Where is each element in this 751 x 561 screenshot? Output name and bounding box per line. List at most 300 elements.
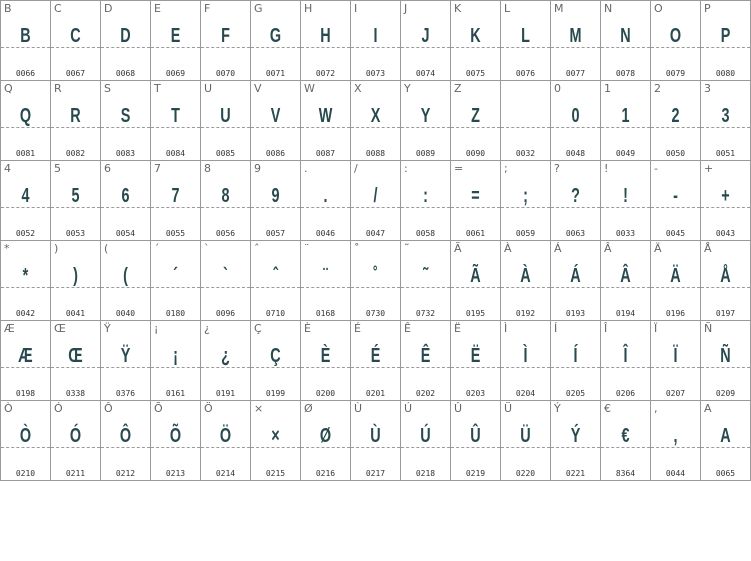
glyph-cell-0195[interactable] <box>451 241 501 321</box>
glyph-cell-0085[interactable] <box>201 81 251 161</box>
baseline-divider <box>701 367 750 368</box>
glyph-cell-0045[interactable] <box>651 161 701 241</box>
glyph-cell-0090[interactable] <box>451 81 501 161</box>
baseline-divider <box>651 127 700 128</box>
baseline-divider <box>601 447 650 448</box>
glyph-cell-0080[interactable] <box>701 1 751 81</box>
glyph-cell-0196[interactable] <box>651 241 701 321</box>
glyph-cell-label: Œ <box>54 322 66 335</box>
glyph-cell-0056[interactable] <box>201 161 251 241</box>
baseline-divider <box>301 367 350 368</box>
glyph-sample: J <box>421 25 430 47</box>
glyph-code: 0217 <box>365 469 386 478</box>
baseline-divider <box>151 287 200 288</box>
glyph-sample: € <box>621 425 630 447</box>
baseline-divider <box>101 47 150 48</box>
baseline-divider <box>501 287 550 288</box>
glyph-cell-0197[interactable] <box>701 241 751 321</box>
glyph-cell-0040[interactable] <box>101 241 151 321</box>
glyph-cell-label: X <box>354 82 362 95</box>
glyph-cell-label: 0 <box>554 82 561 95</box>
baseline-divider <box>251 207 300 208</box>
glyph-code: 0206 <box>615 389 636 398</box>
glyph-code: 0045 <box>665 229 686 238</box>
glyph-sample: T <box>171 105 180 127</box>
glyph-cell-label: 9 <box>254 162 261 175</box>
glyph-cell-0067[interactable] <box>51 1 101 81</box>
glyph-code: 0047 <box>365 229 386 238</box>
glyph-code: 0216 <box>315 469 336 478</box>
glyph-cell-0046[interactable] <box>301 161 351 241</box>
glyph-sample: È <box>320 345 331 367</box>
glyph-cell-0074[interactable] <box>401 1 451 81</box>
glyph-code: 0067 <box>65 69 86 78</box>
glyph-cell-label: Â <box>604 242 612 255</box>
glyph-cell-label: V <box>254 82 262 95</box>
baseline-divider <box>651 207 700 208</box>
glyph-sample: 6 <box>121 185 130 207</box>
baseline-divider <box>301 207 350 208</box>
baseline-divider <box>201 47 250 48</box>
glyph-cell-label: Æ <box>4 322 15 335</box>
glyph-sample: Ø <box>319 425 332 447</box>
glyph-cell-0042[interactable] <box>1 241 51 321</box>
glyph-cell-0071[interactable] <box>251 1 301 81</box>
glyph-code: 0049 <box>615 149 636 158</box>
glyph-sample: + <box>721 185 730 207</box>
glyph-cell-label: Á <box>554 242 562 255</box>
baseline-divider <box>101 127 150 128</box>
baseline-divider <box>601 47 650 48</box>
baseline-divider <box>151 447 200 448</box>
glyph-cell-0054[interactable] <box>101 161 151 241</box>
glyph-code: 0041 <box>65 309 86 318</box>
glyph-cell-label: W <box>304 82 315 95</box>
glyph-code: 0078 <box>615 69 636 78</box>
glyph-sample: . <box>323 185 328 207</box>
glyph-cell-label: + <box>704 162 714 175</box>
glyph-cell-label: . <box>304 162 308 175</box>
glyph-cell-0047[interactable] <box>351 161 401 241</box>
glyph-cell-label: ? <box>554 162 560 175</box>
glyph-cell-label: È <box>304 322 311 335</box>
glyph-sample: Œ <box>68 345 83 367</box>
baseline-divider <box>551 287 600 288</box>
baseline-divider <box>351 367 400 368</box>
glyph-cell-label: ` <box>204 242 210 255</box>
baseline-divider <box>201 127 250 128</box>
glyph-cell-0086[interactable] <box>251 81 301 161</box>
glyph-cell-label: 7 <box>154 162 161 175</box>
glyph-cell-0376[interactable] <box>101 321 151 401</box>
glyph-code: 0056 <box>215 229 236 238</box>
glyph-code: 8364 <box>615 469 636 478</box>
glyph-cell-0082[interactable] <box>51 81 101 161</box>
glyph-cell-0212[interactable] <box>101 401 151 481</box>
glyph-cell-label: Ñ <box>704 322 713 335</box>
baseline-divider <box>101 287 150 288</box>
glyph-cell-0198[interactable] <box>1 321 51 401</box>
glyph-sample: : <box>423 185 428 207</box>
glyph-cell-label: E <box>154 2 161 15</box>
glyph-code: 0214 <box>215 469 236 478</box>
glyph-sample: Û <box>470 425 481 447</box>
glyph-cell-0081[interactable] <box>1 81 51 161</box>
glyph-cell-0078[interactable] <box>601 1 651 81</box>
glyph-cell-0084[interactable] <box>151 81 201 161</box>
glyph-sample: X <box>370 105 381 127</box>
glyph-cell-label: Ö <box>204 402 213 415</box>
glyph-code: 0338 <box>65 389 86 398</box>
glyph-cell-label: ! <box>604 162 609 175</box>
glyph-cell-label: Õ <box>154 402 163 415</box>
glyph-cell-0053[interactable] <box>51 161 101 241</box>
glyph-cell-0219[interactable] <box>451 401 501 481</box>
glyph-cell-0732[interactable] <box>401 241 451 321</box>
glyph-cell-0055[interactable] <box>151 161 201 241</box>
glyph-code: 0072 <box>315 69 336 78</box>
glyph-sample: M <box>569 25 582 47</box>
glyph-cell-label: P <box>704 2 711 15</box>
glyph-code: 0213 <box>165 469 186 478</box>
glyph-cell-label: À <box>504 242 512 255</box>
glyph-cell-0217[interactable] <box>351 401 401 481</box>
glyph-code: 0069 <box>165 69 186 78</box>
glyph-code: 0077 <box>565 69 586 78</box>
glyph-cell-0191[interactable] <box>201 321 251 401</box>
glyph-sample: 8 <box>221 185 230 207</box>
glyph-cell-0061[interactable] <box>451 161 501 241</box>
glyph-cell-label: 4 <box>4 162 11 175</box>
glyph-code: 0215 <box>265 469 286 478</box>
glyph-cell-8364[interactable] <box>601 401 651 481</box>
glyph-cell-0057[interactable] <box>251 161 301 241</box>
glyph-cell-0075[interactable] <box>451 1 501 81</box>
glyph-sample: Ü <box>520 425 531 447</box>
glyph-cell-0204[interactable] <box>501 321 551 401</box>
glyph-cell-label: Y <box>404 82 411 95</box>
baseline-divider <box>401 287 450 288</box>
baseline-divider <box>101 367 150 368</box>
glyph-sample: I <box>373 25 378 47</box>
glyph-sample: Ò <box>19 425 32 447</box>
baseline-divider <box>51 367 100 368</box>
glyph-cell-label: D <box>104 2 113 15</box>
glyph-code: 0040 <box>115 309 136 318</box>
glyph-cell-0041[interactable] <box>51 241 101 321</box>
glyph-cell-0168[interactable] <box>301 241 351 321</box>
baseline-divider <box>601 287 650 288</box>
glyph-sample: * <box>22 265 29 287</box>
baseline-divider <box>651 287 700 288</box>
baseline-divider <box>601 127 650 128</box>
baseline-divider <box>1 207 50 208</box>
baseline-divider <box>501 127 550 128</box>
glyph-code: 0051 <box>715 149 736 158</box>
glyph-cell-0077[interactable] <box>551 1 601 81</box>
glyph-code: 0209 <box>715 389 736 398</box>
glyph-cell-0206[interactable] <box>601 321 651 401</box>
glyph-cell-0089[interactable] <box>401 81 451 161</box>
glyph-sample: G <box>269 25 282 47</box>
glyph-sample: / <box>373 185 378 207</box>
baseline-divider <box>551 127 600 128</box>
glyph-sample: ¨ <box>323 265 328 287</box>
glyph-sample: 3 <box>721 105 730 127</box>
glyph-cell-0058[interactable] <box>401 161 451 241</box>
glyph-sample: Ï <box>673 345 678 367</box>
glyph-sample: ´ <box>173 265 178 287</box>
glyph-cell-0202[interactable] <box>401 321 451 401</box>
glyph-cell-label: Ù <box>354 402 363 415</box>
glyph-code: 0090 <box>465 149 486 158</box>
baseline-divider <box>701 47 750 48</box>
glyph-cell-label: ( <box>104 242 109 255</box>
glyph-cell-0065[interactable] <box>701 401 751 481</box>
glyph-code: 0070 <box>215 69 236 78</box>
glyph-cell-0213[interactable] <box>151 401 201 481</box>
glyph-code: 0203 <box>465 389 486 398</box>
baseline-divider <box>1 47 50 48</box>
glyph-sample: H <box>320 25 331 47</box>
glyph-sample: V <box>270 105 281 127</box>
baseline-divider <box>101 207 150 208</box>
glyph-cell-label: F <box>204 2 211 15</box>
glyph-cell-label: G <box>254 2 263 15</box>
glyph-cell-label: Í <box>554 322 558 335</box>
baseline-divider <box>51 207 100 208</box>
glyph-cell-0051[interactable] <box>701 81 751 161</box>
glyph-cell-0215[interactable] <box>251 401 301 481</box>
baseline-divider <box>701 207 750 208</box>
baseline-divider <box>1 367 50 368</box>
glyph-code: 0033 <box>615 229 636 238</box>
glyph-sample: A <box>720 425 731 447</box>
glyph-cell-0044[interactable] <box>651 401 701 481</box>
baseline-divider <box>201 367 250 368</box>
glyph-sample: É <box>370 345 381 367</box>
glyph-cell-0087[interactable] <box>301 81 351 161</box>
baseline-divider <box>501 367 550 368</box>
glyph-cell-0032[interactable] <box>501 81 551 161</box>
glyph-cell-label: Ý <box>554 402 561 415</box>
baseline-divider <box>301 287 350 288</box>
glyph-cell-0201[interactable] <box>351 321 401 401</box>
glyph-sample: R <box>70 105 81 127</box>
glyph-cell-label: L <box>504 2 511 15</box>
glyph-cell-0221[interactable] <box>551 401 601 481</box>
glyph-cell-0043[interactable] <box>701 161 751 241</box>
glyph-cell-label: , <box>654 402 658 415</box>
glyph-sample: 9 <box>271 185 280 207</box>
glyph-cell-0059[interactable] <box>501 161 551 241</box>
glyph-sample: Ê <box>420 345 431 367</box>
baseline-divider <box>251 447 300 448</box>
glyph-cell-0200[interactable] <box>301 321 351 401</box>
glyph-code: 0076 <box>515 69 536 78</box>
baseline-divider <box>351 127 400 128</box>
glyph-code: 0032 <box>515 149 536 158</box>
glyph-code: 0050 <box>665 149 686 158</box>
glyph-cell-0220[interactable] <box>501 401 551 481</box>
glyph-sample: = <box>471 185 480 207</box>
glyph-sample: Õ <box>169 425 182 447</box>
glyph-cell-0050[interactable] <box>651 81 701 161</box>
baseline-divider <box>501 447 550 448</box>
glyph-sample: ¡ <box>173 345 178 367</box>
glyph-cell-0218[interactable] <box>401 401 451 481</box>
glyph-cell-0049[interactable] <box>601 81 651 161</box>
glyph-cell-label: 1 <box>604 82 611 95</box>
glyph-cell-0210[interactable] <box>1 401 51 481</box>
glyph-cell-0199[interactable] <box>251 321 301 401</box>
glyph-cell-0730[interactable] <box>351 241 401 321</box>
baseline-divider <box>351 447 400 448</box>
glyph-sample: E <box>170 25 181 47</box>
glyph-code: 0204 <box>515 389 536 398</box>
glyph-sample: Ñ <box>720 345 731 367</box>
glyph-cell-label: Ä <box>654 242 662 255</box>
glyph-cell-0073[interactable] <box>351 1 401 81</box>
glyph-cell-0338[interactable] <box>51 321 101 401</box>
glyph-code: 0730 <box>365 309 386 318</box>
glyph-cell-label: 3 <box>704 82 711 95</box>
glyph-cell-label: H <box>304 2 313 15</box>
glyph-cell-label: N <box>604 2 613 15</box>
glyph-sample: P <box>720 25 731 47</box>
glyph-cell-0033[interactable] <box>601 161 651 241</box>
baseline-divider <box>501 47 550 48</box>
glyph-cell-0193[interactable] <box>551 241 601 321</box>
glyph-cell-label: I <box>354 2 358 15</box>
glyph-cell-0069[interactable] <box>151 1 201 81</box>
baseline-divider <box>251 287 300 288</box>
glyph-code: 0085 <box>215 149 236 158</box>
glyph-code: 0048 <box>565 149 586 158</box>
baseline-divider <box>451 287 500 288</box>
glyph-cell-0214[interactable] <box>201 401 251 481</box>
glyph-cell-label: ¿ <box>204 322 210 335</box>
glyph-code: 0063 <box>565 229 586 238</box>
baseline-divider <box>301 447 350 448</box>
glyph-cell-0066[interactable] <box>1 1 51 81</box>
glyph-sample: 5 <box>71 185 80 207</box>
glyph-cell-0216[interactable] <box>301 401 351 481</box>
glyph-cell-0052[interactable] <box>1 161 51 241</box>
glyph-cell-0180[interactable] <box>151 241 201 321</box>
baseline-divider <box>451 127 500 128</box>
baseline-divider <box>551 207 600 208</box>
baseline-divider <box>151 367 200 368</box>
glyph-cell-label: Ï <box>654 322 658 335</box>
baseline-divider <box>401 127 450 128</box>
glyph-cell-0192[interactable] <box>501 241 551 321</box>
glyph-cell-label: Ó <box>54 402 63 415</box>
glyph-cell-0068[interactable] <box>101 1 151 81</box>
glyph-cell-0211[interactable] <box>51 401 101 481</box>
glyph-sample: Y <box>420 105 431 127</box>
glyph-code: 0044 <box>665 469 686 478</box>
baseline-divider <box>351 207 400 208</box>
glyph-cell-label: ) <box>54 242 59 255</box>
glyph-sample: - <box>673 185 678 207</box>
glyph-cell-0209[interactable] <box>701 321 751 401</box>
glyph-cell-label: Ç <box>254 322 262 335</box>
glyph-sample: C <box>70 25 81 47</box>
glyph-sample: Ú <box>420 425 431 447</box>
glyph-cell-0083[interactable] <box>101 81 151 161</box>
glyph-cell-0205[interactable] <box>551 321 601 401</box>
glyph-cell-0194[interactable] <box>601 241 651 321</box>
glyph-code: 0052 <box>15 229 36 238</box>
baseline-divider <box>401 207 450 208</box>
glyph-sample: Ö <box>219 425 232 447</box>
glyph-cell-0096[interactable] <box>201 241 251 321</box>
glyph-cell-0070[interactable] <box>201 1 251 81</box>
glyph-cell-label: Î <box>604 322 608 335</box>
glyph-cell-label: ¨ <box>304 242 310 255</box>
glyph-cell-0079[interactable] <box>651 1 701 81</box>
glyph-cell-0076[interactable] <box>501 1 551 81</box>
glyph-cell-0063[interactable] <box>551 161 601 241</box>
glyph-sample: Æ <box>18 345 33 367</box>
glyph-code: 0084 <box>165 149 186 158</box>
glyph-code: 0089 <box>415 149 436 158</box>
glyph-code: 0083 <box>115 149 136 158</box>
baseline-divider <box>51 127 100 128</box>
glyph-code: 0059 <box>515 229 536 238</box>
glyph-code: 0042 <box>15 309 36 318</box>
glyph-code: 0043 <box>715 229 736 238</box>
glyph-cell-0207[interactable] <box>651 321 701 401</box>
glyph-cell-0161[interactable] <box>151 321 201 401</box>
baseline-divider <box>701 127 750 128</box>
glyph-code: 0221 <box>565 469 586 478</box>
glyph-code: 0194 <box>615 309 636 318</box>
glyph-code: 0192 <box>515 309 536 318</box>
glyph-cell-0203[interactable] <box>451 321 501 401</box>
glyph-cell-label: R <box>54 82 62 95</box>
glyph-code: 0207 <box>665 389 686 398</box>
baseline-divider <box>51 447 100 448</box>
glyph-code: 0199 <box>265 389 286 398</box>
glyph-cell-0710[interactable] <box>251 241 301 321</box>
glyph-sample: ; <box>523 185 528 207</box>
baseline-divider <box>401 367 450 368</box>
glyph-code: 0193 <box>565 309 586 318</box>
glyph-sample: Ç <box>270 345 281 367</box>
glyph-cell-label: * <box>4 242 10 255</box>
glyph-sample: Ë <box>470 345 481 367</box>
glyph-code: 0082 <box>65 149 86 158</box>
baseline-divider <box>251 47 300 48</box>
glyph-cell-0072[interactable] <box>301 1 351 81</box>
glyph-cell-label: ´ <box>154 242 160 255</box>
glyph-cell-label: Ã <box>454 242 462 255</box>
glyph-code: 0211 <box>65 469 86 478</box>
glyph-cell-label: ˚ <box>354 242 360 255</box>
glyph-cell-0048[interactable] <box>551 81 601 161</box>
glyph-sample: Â <box>620 265 631 287</box>
glyph-code: 0066 <box>15 69 36 78</box>
glyph-cell-label: M <box>554 2 564 15</box>
glyph-cell-label: Ê <box>404 322 411 335</box>
baseline-divider <box>601 367 650 368</box>
glyph-cell-label: Ÿ <box>104 322 111 335</box>
glyph-sample: ( <box>123 265 128 287</box>
glyph-cell-0088[interactable] <box>351 81 401 161</box>
glyph-sample: Å <box>720 265 731 287</box>
